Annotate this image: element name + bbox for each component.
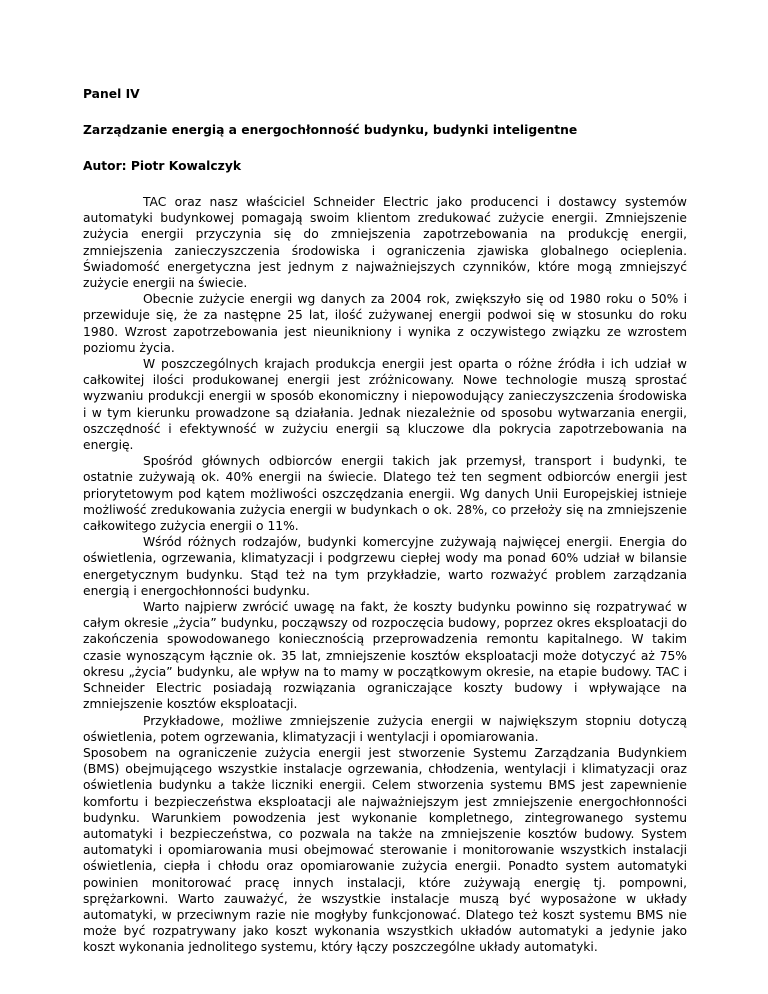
paragraph: Sposobem na ograniczenie zużycia energii jest stworzenie Systemu Zarządzania Budynkiem (BMS) obejmującego wszystkie instalacje ogrzewania, chłodzenia, wentylacji i klimatyzacji oraz oświetlenia budynku a także liczniki energii. Celem stworzenia systemu BMS jest zapewnienie komfortu i bezpieczeństwa eksploatacji ale najważniejszym jest zmniejszenie energochłonności budynku. Warunkiem powodzenia jest wykonanie kompletnego, zintegrowanego systemu automatyki i bezpieczeństwa, co pozwala na także na zmniejszenie kosztów budowy. System automatyki i opomiarowania musi obejmować sterowanie i monitorowanie wszystkich instalacji oświetlenia, ciepła i chłodu oraz opomiarowanie zużycia energii. Ponadto system automatyki powinien monitorować pracę innych instalacji, które zużywają energię tj. pompowni, sprężarkowni. Warto zauważyć, że wszystkie instalacje muszą być wyposażone w układy automatyki, w przeciwnym razie nie mogłyby funkcjonować. Dlatego też koszt systemu BMS nie może być rozpatrywany jako koszt wykonania wszystkich układów automatyki a jedynie jako koszt wykonania jednolitego systemu, który łączy poszczególne układy automatyki. bbox=[83, 745, 687, 955]
paragraph: W poszczególnych krajach produkcja energii jest oparta o różne źródła i ich udział w całkowitej ilości produkowanej energii jest zróżnicowany. Nowe technologie muszą sprostać wyzwaniu produkcji energii w sposób ekonomiczny i niepowodujący zanieczyszczenia środowiska i w tym kierunku prowadzone są działania. Jednak niezależnie od sposobu wytwarzania energii, oszczędność i efektywność w zużyciu energii są kluczowe dla pokrycia zapotrzebowania na energię. bbox=[83, 357, 687, 453]
document-title: Zarządzanie energią a energochłonność budynku, budynki inteligentne bbox=[83, 123, 578, 137]
paragraph: Spośród głównych odbiorców energii takich jak przemysł, transport i budynki, te ostatnie zużywają ok. 40% energii na świecie. Dlatego też ten segment odbiorców energii jest priorytetowym pod kątem możliwości oszczędzania energii. Wg danych Unii Europejskiej istnieje możliwość zredukowania zużycia energii w budynkach o ok. 28%, co przełoży się na zmniejszenie całkowitego zużycia energii o 11%. bbox=[83, 454, 687, 534]
author-line: Autor: Piotr Kowalczyk bbox=[83, 159, 242, 173]
document-body bbox=[83, 194, 687, 956]
paragraph: Wśród różnych rodzajów, budynki komercyjne zużywają najwięcej energii. Energia do oświetlenia, ogrzewania, klimatyzacji i podgrzewu ciepłej wody ma ponad 60% udział w bilansie energetycznym budynku. Stąd też na tym przykładzie, warto rozważyć problem zarządzania energią i energochłonności budynku. bbox=[83, 535, 687, 598]
paragraph: Obecnie zużycie energii wg danych za 2004 rok, zwiększyło się od 1980 roku o 50% i przewiduje się, że za następne 25 lat, ilość zużywanej energii podwoi się w stosunku do roku 1980. Wzrost zapotrzebowania jest nieunikniony i wynika z oczywistego związku ze wzrostem poziomu życia. bbox=[83, 292, 687, 355]
paragraph: Przykładowe, możliwe zmniejszenie zużycia energii w największym stopniu dotyczą oświetlenia, potem ogrzewania, klimatyzacji i wentylacji i opomiarowania. bbox=[83, 713, 687, 744]
paragraph: TAC oraz nasz właściciel Schneider Electric jako producenci i dostawcy systemów automatyki budynkowej pomagają swoim klientom zredukować zużycie energii. Zmniejszenie zużycia energii przyczynia się do zmniejszenia zapotrzebowania na produkcję energii, zmniejszenia zanieczyszczenia środowiska i ograniczenia zjawiska globalnego ocieplenia. Świadomość energetyczna jest jednym z najważniejszych czynników, które mogą zmniejszyć zużycie energii na świecie. bbox=[83, 195, 687, 291]
document-page bbox=[83, 86, 687, 956]
panel-label: Panel IV bbox=[83, 87, 140, 101]
paragraph: Warto najpierw zwrócić uwagę na fakt, że koszty budynku powinno się rozpatrywać w całym okresie „życia” budynku, począwszy od rozpoczęcia budowy, poprzez okres eksploatacji do zakończenia spowodowanego koniecznością przeprowadzenia remontu kapitalnego. W takim czasie wynoszącym łącznie ok. 35 lat, zmniejszenie kosztów eksploatacji może dotyczyć aż 75% okresu „życia” budynku, ale wpływ na to mamy w początkowym okresie, na etapie budowy. TAC i Schneider Electric posiadają rozwiązania ograniczające koszty budowy i wpływające na zmniejszenie kosztów eksploatacji. bbox=[83, 600, 687, 712]
